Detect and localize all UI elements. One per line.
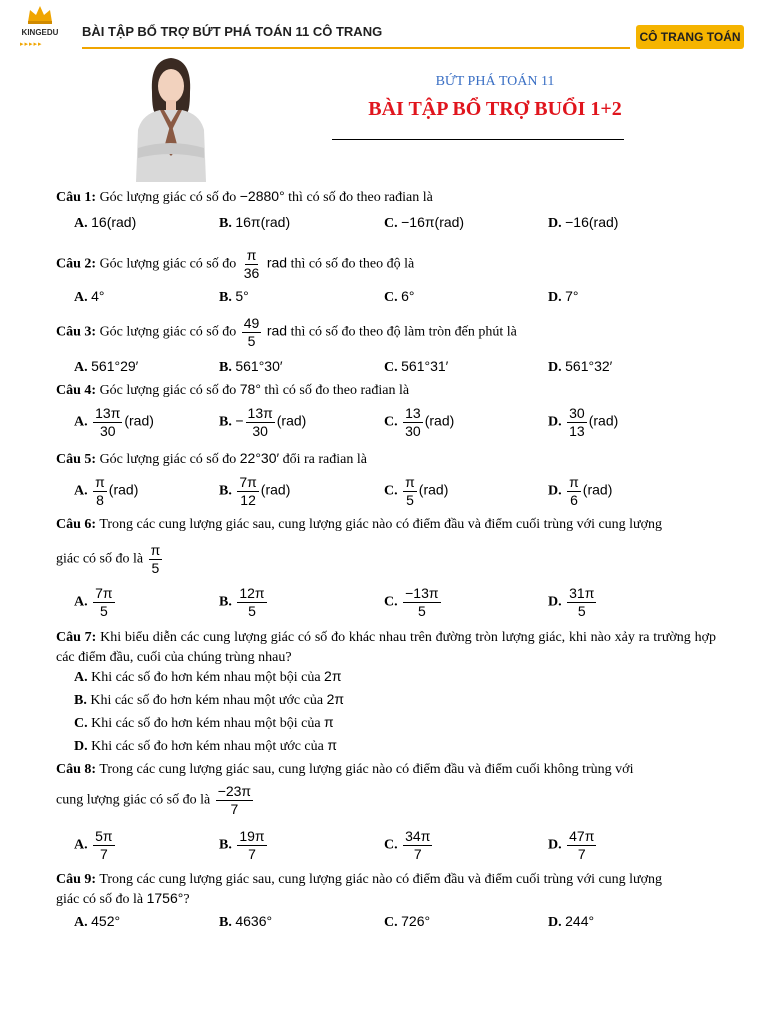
question-8-cont (56, 784, 255, 817)
question-text: Trong các cung lượng giác sau, cung lượng giác nào có điểm đầu và điểm cuối không trùng với (99, 762, 634, 777)
option-a: A. 4° (74, 288, 105, 305)
option-b: B. 16π(rad) (219, 214, 291, 231)
option-b: B. 561°30′ (219, 358, 283, 375)
option-a: A. $\frac{5\pi}{7}$ (74, 828, 113, 862)
fraction: $\frac{49}{5}$ (243, 315, 260, 349)
question-text: Trong các cung lượng giác sau, cung lượng giác nào có điểm đầu và điểm cuối trùng với cung lượng (99, 872, 663, 887)
option-a: A. 561°29′ (74, 358, 139, 375)
question-label: Câu 8: (56, 762, 97, 777)
option-c: C. $\frac{13}{30}$ (rad) (384, 405, 455, 439)
unit: rad (266, 322, 288, 339)
logo-text: KINGEDU (21, 28, 59, 37)
question-label: Câu 4: (56, 383, 97, 398)
question-text: thì có số đo theo rađian là (264, 383, 410, 398)
option-d: D. $\frac{30}{13}$ (rad) (548, 405, 619, 439)
document-subtitle: BỨT PHÁ TOÁN 11 (435, 74, 555, 89)
question-label: Câu 7: (56, 630, 97, 645)
option-d: D. 244° (548, 913, 595, 930)
option-c: C. $\frac{-13\pi}{5}$ (384, 585, 439, 619)
question-math: −2880° (239, 188, 285, 204)
logo-arrows: ▸▸▸▸▸ (20, 40, 43, 48)
option-a: A. 452° (74, 913, 121, 930)
option-c: C. 6° (384, 288, 415, 305)
question-text: Trong các cung lượng giác sau, cung lượng giác nào có điểm đầu và điểm cuối trùng với cung lượng (99, 517, 663, 532)
question-label: Câu 9: (56, 872, 97, 887)
option-b: B. $\frac{12\pi}{5}$ (219, 585, 265, 619)
teacher-portrait (130, 52, 212, 182)
question-text: thì có số đo theo độ làm tròn đến phút là (290, 324, 517, 340)
question-text: ? (183, 892, 190, 907)
brand-badge: CÔ TRANG TOÁN (636, 25, 744, 49)
question-5 (56, 450, 367, 468)
question-math: 22°30′ (239, 450, 280, 466)
question-text: giác có số đo là (56, 551, 144, 567)
option-d: D. $\frac{47\pi}{7}$ (548, 828, 595, 862)
question-7 (56, 628, 716, 668)
question-1 (56, 188, 433, 206)
question-text: đổi ra rađian là (282, 452, 367, 467)
question-label: Câu 5: (56, 452, 97, 467)
question-text: Góc lượng giác có số đo (99, 452, 237, 467)
question-3 (56, 316, 517, 349)
header-title: BÀI TẬP BỔ TRỢ BỨT PHÁ TOÁN 11 CÔ TRANG (82, 24, 383, 39)
option-b: B. 4636° (219, 913, 273, 930)
option-c: C. $\frac{\pi}{5}$ (rad) (384, 474, 449, 508)
option-b: B. − $\frac{13\pi}{30}$ (rad) (219, 405, 307, 439)
fraction: $\frac{\pi}{36}$ (243, 247, 260, 281)
option-b: B. $\frac{19\pi}{7}$ (219, 828, 265, 862)
question-text: thì có số đo theo rađian là (288, 190, 433, 205)
kingedu-logo (18, 4, 62, 56)
option-a: A. $\frac{\pi}{8}$ (rad) (74, 474, 139, 508)
document-title: BÀI TẬP BỔ TRỢ BUỔI 1+2 (368, 98, 622, 120)
option-d: D. −16(rad) (548, 214, 619, 231)
question-8 (56, 762, 633, 778)
question-text: Góc lượng giác có số đo (99, 324, 237, 340)
crown-icon (26, 4, 54, 24)
title-underline (332, 139, 624, 140)
option-a: A. 16(rad) (74, 214, 137, 231)
question-text: Góc lượng giác có số đo (99, 256, 237, 272)
option-c: C. 561°31′ (384, 358, 449, 375)
option-a: A. Khi các số đo hơn kém nhau một bội của 2π (74, 668, 342, 685)
question-label: Câu 1: (56, 190, 97, 205)
option-d: D. Khi các số đo hơn kém nhau một ước của π (74, 737, 338, 754)
option-c: C. 726° (384, 913, 431, 930)
option-c: C. $\frac{34\pi}{7}$ (384, 828, 431, 862)
question-4 (56, 381, 409, 399)
question-math: 1756° (146, 890, 184, 906)
question-text: Góc lượng giác có số đo (99, 383, 237, 398)
question-text: Khi biểu diễn các cung lượng giác có số đo khác nhau trên đường tròn lượng giác, khi nào xảy ra trường hợp các điểm đầu, cuối của chúng trùng nhau? (56, 630, 716, 665)
option-c: C. −16π(rad) (384, 214, 465, 231)
option-b: B. 5° (219, 288, 249, 305)
question-2 (56, 248, 414, 281)
option-d: D. 7° (548, 288, 579, 305)
question-text: giác có số đo là (56, 892, 144, 907)
fraction: $\frac{\pi}{5}$ (150, 542, 161, 576)
question-label: Câu 6: (56, 517, 97, 532)
question-9-cont (56, 890, 190, 908)
question-9 (56, 872, 662, 888)
question-label: Câu 3: (56, 324, 97, 340)
question-text: cung lượng giác có số đo là (56, 792, 211, 808)
option-d: D. $\frac{31\pi}{5}$ (548, 585, 595, 619)
option-b: B. $\frac{7\pi}{12}$ (rad) (219, 474, 291, 508)
question-6-cont (56, 543, 164, 576)
option-c: C. Khi các số đo hơn kém nhau một bội của π (74, 714, 334, 731)
option-a: A. $\frac{13\pi}{30}$ (rad) (74, 405, 154, 439)
question-label: Câu 2: (56, 256, 97, 272)
unit: rad (266, 254, 288, 271)
header-divider (82, 47, 630, 49)
option-b: B. Khi các số đo hơn kém nhau một ước của 2π (74, 691, 345, 708)
question-6 (56, 517, 662, 533)
option-d: D. 561°32′ (548, 358, 613, 375)
question-math: 78° (239, 381, 261, 397)
question-text: thì có số đo theo độ là (290, 256, 415, 272)
option-d: D. $\frac{\pi}{6}$ (rad) (548, 474, 613, 508)
option-a: A. $\frac{7\pi}{5}$ (74, 585, 113, 619)
question-text: Góc lượng giác có số đo (99, 190, 237, 205)
fraction: $\frac{-23\pi}{7}$ (217, 783, 252, 817)
